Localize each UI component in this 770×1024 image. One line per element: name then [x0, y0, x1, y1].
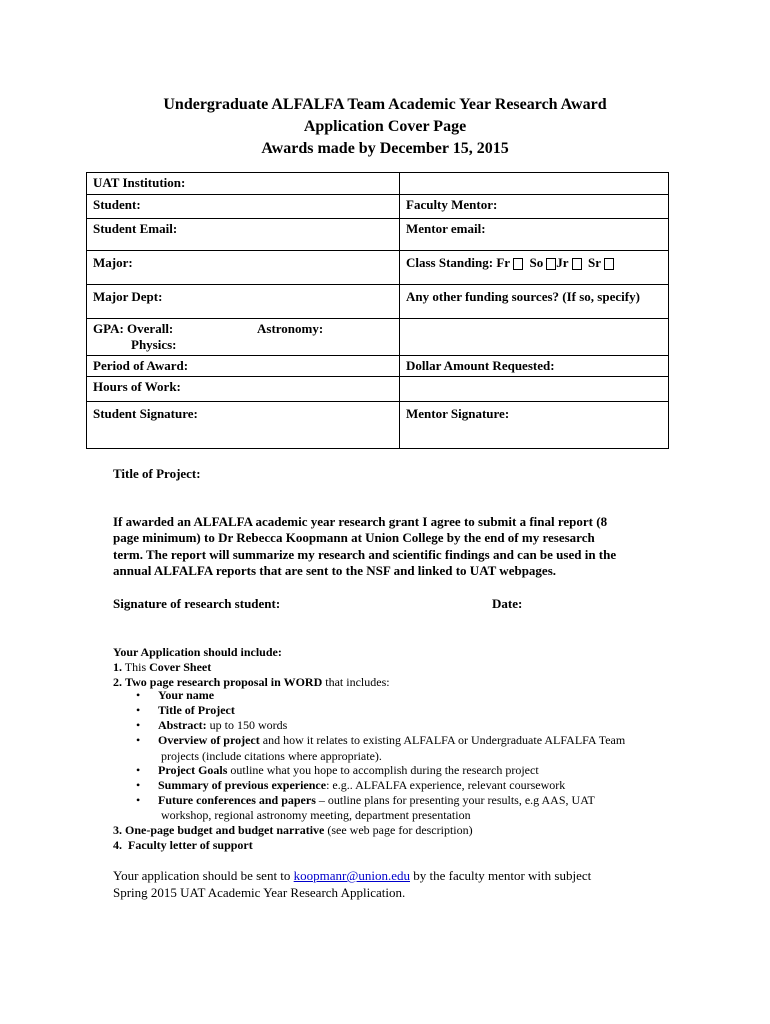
bullet-icon: •	[136, 763, 141, 777]
student-email-label: Student Email:	[93, 221, 178, 236]
bullet-icon: •	[136, 718, 141, 732]
uat-institution-field[interactable]	[87, 173, 400, 195]
bullet-item: Your name	[158, 688, 215, 702]
signature-student-label: Signature of research student:	[113, 596, 281, 611]
send-line-1: Your application should be sent to koopmanr@union.edu by the faculty mentor with subject	[113, 868, 592, 883]
title-of-project-label: Title of Project:	[113, 466, 201, 481]
bullet-icon: •	[136, 703, 141, 717]
include-heading: Your Application should include:	[113, 645, 282, 659]
other-funding-field[interactable]	[400, 285, 669, 319]
fr-checkbox[interactable]	[513, 258, 523, 270]
other-funding-label: Any other funding sources? (If so, specify)	[406, 289, 640, 304]
fr-option: Fr	[496, 255, 511, 270]
bullet-icon: •	[136, 688, 141, 702]
include-item-2: 2. Two page research proposal in WORD that includes:	[113, 675, 390, 689]
student-email-field[interactable]	[87, 219, 400, 251]
period-of-award-label: Period of Award:	[93, 358, 189, 373]
agreement-line-3: term. The report will summarize my research and scientific findings and can be used in the	[113, 547, 617, 562]
faculty-mentor-field[interactable]	[400, 195, 669, 219]
future-continuation: workshop, regional astronomy meeting, department presentation	[161, 808, 471, 822]
so-checkbox[interactable]	[546, 258, 556, 270]
bullet-icon: •	[136, 793, 141, 807]
major-dept-label: Major Dept:	[93, 289, 163, 304]
date-label: Date:	[492, 596, 523, 611]
dollar-amount-label: Dollar Amount Requested:	[406, 358, 555, 373]
so-option: So	[529, 255, 544, 270]
mentor-email-label: Mentor email:	[406, 221, 486, 236]
major-label: Major:	[93, 255, 133, 270]
mentor-email-field[interactable]	[400, 219, 669, 251]
period-of-award-field[interactable]	[87, 356, 400, 377]
class-standing-label: Class Standing:	[406, 255, 494, 270]
bullet-item: Project Goals outline what you hope to accomplish during the research project	[158, 763, 539, 777]
send-line-2: Spring 2015 UAT Academic Year Research Application.	[113, 885, 406, 900]
mentor-signature-field[interactable]	[400, 402, 669, 449]
jr-option: Jr	[556, 255, 569, 270]
physics-label: Physics:	[131, 337, 177, 352]
jr-checkbox[interactable]	[572, 258, 582, 270]
empty-cell[interactable]	[400, 377, 669, 402]
sr-checkbox[interactable]	[604, 258, 614, 270]
gpa-field[interactable]	[87, 319, 400, 356]
mentor-signature-label: Mentor Signature:	[406, 406, 510, 421]
application-form-table	[86, 172, 669, 449]
agreement-line-1: If awarded an ALFALFA academic year research grant I agree to submit a final report (8	[113, 514, 608, 529]
sr-option: Sr	[588, 255, 602, 270]
hours-of-work-field[interactable]	[87, 377, 400, 402]
agreement-line-4: annual ALFALFA reports that are sent to the NSF and linked to UAT webpages.	[113, 563, 557, 578]
include-item-3: 3. One-page budget and budget narrative (see web page for description)	[113, 823, 473, 837]
empty-cell[interactable]	[400, 319, 669, 356]
astronomy-label: Astronomy:	[257, 321, 324, 336]
bullet-item: Summary of previous experience: e.g.. ALFALFA experience, relevant coursework	[158, 778, 566, 792]
student-field[interactable]	[87, 195, 400, 219]
uat-institution-label: UAT Institution:	[93, 175, 186, 190]
major-dept-field[interactable]	[87, 285, 400, 319]
student-signature-field[interactable]	[87, 402, 400, 449]
class-standing-field[interactable]	[400, 251, 669, 285]
bullet-icon: •	[136, 778, 141, 792]
bullet-icon: •	[136, 733, 141, 747]
agreement-line-2: page minimum) to Dr Rebecca Koopmann at Union College by the end of my resesarch	[113, 530, 595, 545]
student-signature-label: Student Signature:	[93, 406, 198, 421]
bullet-item: Abstract: up to 150 words	[158, 718, 288, 732]
gpa-overall-label: GPA: Overall:	[93, 321, 174, 336]
bullet-item: Future conferences and papers – outline plans for presenting your results, e.g AAS, UAT	[158, 793, 595, 807]
hours-of-work-label: Hours of Work:	[93, 379, 181, 394]
faculty-mentor-label: Faculty Mentor:	[406, 197, 498, 212]
student-label: Student:	[93, 197, 141, 212]
title-line-1: Undergraduate ALFALFA Team Academic Year Research Award	[163, 96, 607, 113]
title-line-3: Awards made by December 15, 2015	[261, 140, 509, 157]
include-item-1: 1. This Cover Sheet	[113, 660, 212, 674]
bullet-item: Overview of project and how it relates to existing ALFALFA or Undergraduate ALFALFA Team	[158, 733, 626, 747]
email-link[interactable]: koopmanr@union.edu	[293, 868, 410, 883]
overview-continuation: projects (include citations where appropriate).	[161, 749, 382, 763]
title-line-2: Application Cover Page	[303, 118, 467, 135]
dollar-amount-field[interactable]	[400, 356, 669, 377]
major-field[interactable]	[87, 251, 400, 285]
include-item-4: 4. Faculty letter of support	[113, 838, 253, 852]
bullet-item: Title of Project	[158, 703, 235, 717]
empty-cell[interactable]	[400, 173, 669, 195]
